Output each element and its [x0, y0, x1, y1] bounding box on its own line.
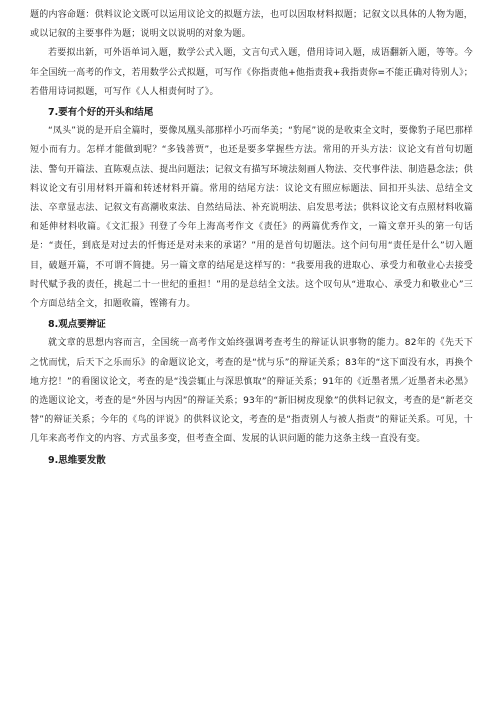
paragraph-opening-ending: “凤头”说的是开启全篇时，要像凤凰头部那样小巧而华美；“豹尾”说的是收束全文时，要像豹子尾巴那样短小而有力。怎样才能做到呢？“多钱善贾”，也还是要多掌握些方法。常用的开头方法：议论文有首句切题法、警句开篇法、直陈观点法、提出问题法；记叙文有描写环境法刻画人物法、交代事件法、制造悬念法；供料议论文有引用材料开篇和转述材料开篇。常用的结尾方法：议论文有照应标题法、回扣开头法、总结全文法、卒章显志法、记叙文有高潮收束法、自然结局法、补充说明法、启发思考法；供料议论文有点照材料收篇和延伸材料收篇。《文汇报》刊登了今年上海高考作文《责任》的两篇优秀作文，一篇文章开头的第一句话是：“责任，到底是对过去的忏悔还是对未来的承诺？”用的是首句切题法。这个问句用“责任是什么”切入题目，破题开篇，不可谓不简捷。另一篇文章的结尾是这样写的：“我要用我的进取心、承受力和敬业心去接受时代赋予我的责任，挑起二十一世纪的重担！”用的是总结全文法。这个叹句从“进取心、承受力和敬业心”三个方面总结全文，扣题收篇，铿锵有力。 — [30, 126, 473, 310]
section-heading-dialectical: 8.观点要辩证 — [48, 319, 106, 331]
paragraph-title-methods: 题的内容命题：供料议论文既可以运用议论文的拟题方法，也可以因取材料拟题；记叙文以具体的人物为题，或以记叙的主要事件为题；说明文以说明的对象为题。 — [30, 10, 473, 40]
section-heading-opening-ending: 7.要有个好的开头和结尾 — [48, 107, 154, 119]
paragraph-novel-titles: 若要拟出新，可外语单词入题，数学公式入题，文言句式入题，借用诗词入题，成语翻新入题，等等。今年全国统一高考的作文，若用数学公式拟题，可写作《你指责他+他指责我+我指责你=不能正确对待别人》；若借用诗词拟题，可写作《人人相责何时了》。 — [30, 48, 473, 97]
section-heading-divergent: 9.思维要发散 — [48, 454, 106, 466]
paragraph-dialectical: 就文章的思想内容而言，全国统一高考作文始终强调考查考生的辩证认识事物的能力。82年的《先天下之忧而忧，后天下之乐而乐》的命题议论文，考查的是“忧与乐”的辩证关系；83年的“这下面没有水，再换个地方挖！”的看图议论文，考查的是“浅尝辄止与深思慎取”的辩证关系；91年的《近墨者黑／近墨者未必黑》的选题议论文，考查的是“外因与内因”的辩证关系；93年的“新旧树皮现象”的供料记叙文，考查的是“新老交替”的辩证关系；今年的《鸟的评说》的供料议论文，考查的是“指责别人与被人指责”的辩证关系。可见，十几年来高考作文的内容、方式虽多变，但考查全面、发展的认识问题的能力这条主线一直没有变。 — [30, 338, 473, 445]
